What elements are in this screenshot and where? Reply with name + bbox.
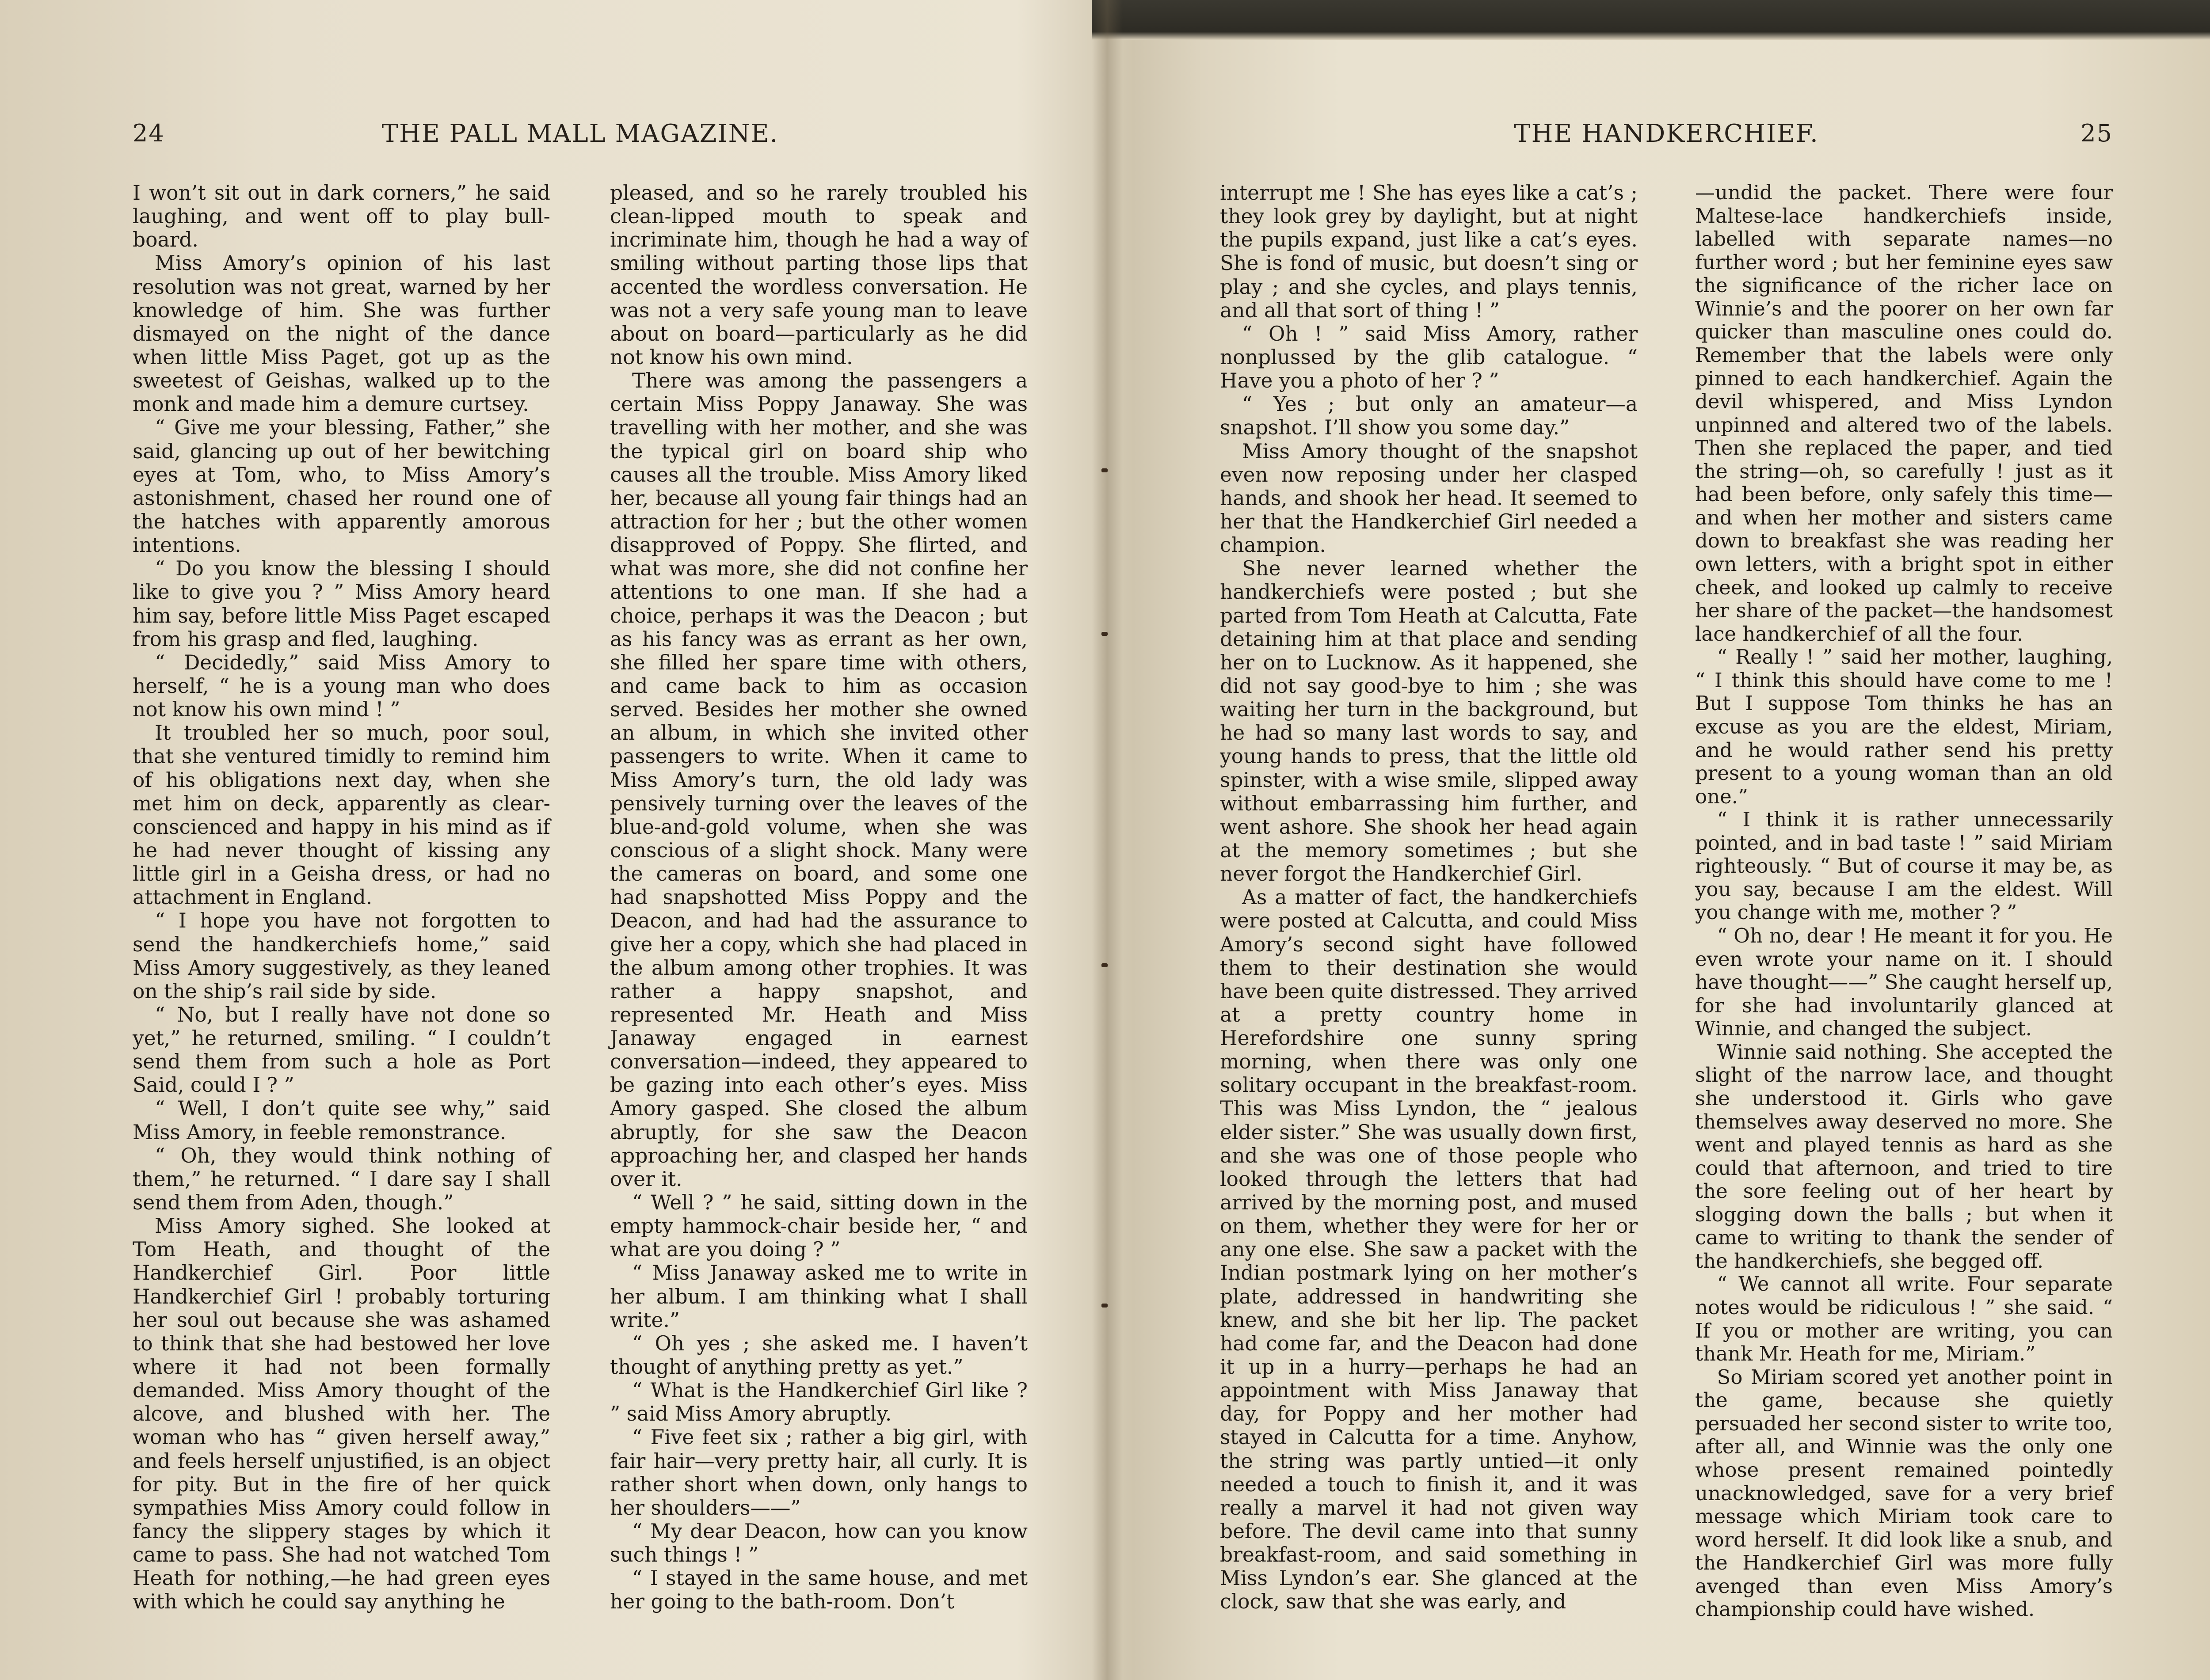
paragraph: “ Five feet six ; rather a big girl, with fair hair—very pretty hair, all curly. It is rather short when down, only hangs to her shoulders——”	[610, 1425, 1028, 1520]
paragraph: Winnie said nothing. She accepted the slight of the narrow lace, and thought she understood it. Girls who gave themselves away deserved no more. She went and played tennis as hard as she could that afternoon, and tried to tire the sore feeling out of her heart by slogging down the balls ; but when it came to writing to thank the sender of the handkerchiefs, she begged off.	[1695, 1040, 2113, 1273]
page-number: 25	[2080, 119, 2113, 147]
paragraph: interrupt me ! She has eyes like a cat’s ; they look grey by daylight, but at night the pupils expand, just like a cat’s eyes. She is fond of music, but doesn’t sing or play ; and she cycles, and plays tennis, and all that sort of thing ! ”	[1220, 181, 1638, 322]
paragraph: “ Miss Janaway asked me to write in her album. I am thinking what I shall write.”	[610, 1261, 1028, 1332]
paragraph: Miss Amory’s opinion of his last resolution was not great, warned by her knowledge of him. She was further dismayed on the night of the dance when little Miss Paget, got up as the sweetest of Geishas, walked up to the monk and made him a demure curtsey.	[133, 251, 550, 416]
paragraph: “ Really ! ” said her mother, laughing, “ I think this should have come to me ! But I suppose Tom thinks he has an excuse as you are the eldest, Miriam, and he would rather send his pretty present to a young woman than an old one.”	[1695, 645, 2113, 808]
paragraph: “ Yes ; but only an amateur—a snapshot. I’ll show you some day.”	[1220, 392, 1638, 440]
paragraph: “ I stayed in the same house, and met her going to the bath-room. Don’t	[610, 1566, 1028, 1614]
paragraph: “ Do you know the blessing I should like to give you ? ” Miss Amory heard him say, before little Miss Paget escaped from his grasp and fled, laughing.	[133, 557, 550, 651]
book-cover-edge	[1092, 0, 2210, 40]
paragraph: It troubled her so much, poor soul, that she ventured timidly to remind him of his obligations next day, when she met him on deck, apparently as clear-conscienced and happy in his mind as if he had never thought of kissing any little girl in a Geisha dress, or had no attachment in England.	[133, 721, 550, 909]
text-column-left	[1220, 181, 1638, 1614]
paragraph: So Miriam scored yet another point in the game, because she quietly persuaded her second sister to write too, after all, and Winnie was the only one whose present remained pointedly unacknowledged, save for a very brief message which Miriam took care to word herself. It did look like a snub, and the Handkerchief Girl was more fully avenged than even Miss Amory’s championship could have wished.	[1695, 1365, 2113, 1621]
paragraph: “ No, but I really have not done so yet,” he returned, smiling. “ I couldn’t send them from such a hole as Port Said, could I ? ”	[133, 1003, 550, 1097]
paragraph: “ What is the Handkerchief Girl like ? ” said Miss Amory abruptly.	[610, 1379, 1028, 1426]
paragraph: “ I think it is rather unnecessarily pointed, and in bad taste ! ” said Miriam righteously. “ But of course it may be, as you say, because I am the eldest. Will you change with me, mother ? ”	[1695, 808, 2113, 924]
text-column-right	[610, 181, 1028, 1614]
left-page-header	[133, 119, 1028, 168]
right-page-header	[1220, 119, 2113, 168]
paragraph: I won’t sit out in dark corners,” he said laughing, and went off to play bull-board.	[133, 181, 550, 252]
paragraph: “ My dear Deacon, how can you know such things ! ”	[610, 1520, 1028, 1567]
binding-stitch	[1101, 1304, 1108, 1308]
paragraph: pleased, and so he rarely troubled his clean-lipped mouth to speak and incriminate him, though he had a way of smiling without parting those lips that accented the wordless conversation. He was not a very safe young man to leave about on board—particularly as he did not know his own mind.	[610, 181, 1028, 369]
paragraph: She never learned whether the handkerchiefs were posted ; but she parted from Tom Heath at Calcutta, Fate detaining him at that place and sending her on to Lucknow. As it happened, she did not say good-bye to him ; she was waiting her turn in the background, but he had so many last words to say, and young hands to press, that the little old spinster, with a wise smile, slipped away without embarrassing him further, and went ashore. She shook her head again at the memory sometimes ; but she never forgot the Handkerchief Girl.	[1220, 557, 1638, 886]
right-page	[1220, 119, 2113, 1657]
paragraph: “ We cannot all write. Four separate notes would be ridiculous ! ” she said. “ If you or mother are writing, you can thank Mr. Heath for me, Miriam.”	[1695, 1272, 2113, 1366]
paragraph: “ Oh no, dear ! He meant it for you. He even wrote your name on it. I should have thought——” She caught herself up, for she had involuntarily glanced at Winnie, and changed the subject.	[1695, 924, 2113, 1041]
binding-stitch	[1101, 632, 1108, 636]
book-gutter	[1092, 0, 1123, 1680]
paragraph: Miss Amory thought of the snapshot even now reposing under her clasped hands, and shook her head. It seemed to her that the Handkerchief Girl needed a champion.	[1220, 439, 1638, 557]
running-title: THE HANDKERCHIEF.	[1514, 119, 1819, 148]
paragraph: Miss Amory sighed. She looked at Tom Heath, and thought of the Handkerchief Girl. Poor little Handkerchief Girl ! probably torturing her soul out because she was ashamed to think that she had bestowed her love where it had not been formally demanded. Miss Amory thought of the alcove, and blushed with her. The woman who has “ given herself away,” and feels herself unjustified, is an object for pity. But in the fire of her quick sympathies Miss Amory could follow in fancy the slippery stages by which it came to pass. She had not watched Tom Heath for nothing,—he had green eyes with which he could say anything he	[133, 1214, 550, 1614]
paragraph: “ Oh ! ” said Miss Amory, rather nonplussed by the glib catalogue. “ Have you a photo of her ? ”	[1220, 322, 1638, 393]
running-title: THE PALL MALL MAGAZINE.	[381, 119, 779, 148]
paragraph: “ I hope you have not forgotten to send the handkerchiefs home,” said Miss Amory suggestively, as they leaned on the ship’s rail side by side.	[133, 909, 550, 1003]
binding-stitch	[1101, 468, 1108, 472]
paragraph: There was among the passengers a certain Miss Poppy Janaway. She was travelling with her mother, and she was the typical girl on board ship who causes all the trouble. Miss Amory liked her, because all young fair things had an attraction for her ; but the other women disapproved of Poppy. She flirted, and what was more, she did not confine her attentions to one man. If she had a choice, perhaps it was the Deacon ; but as his fancy was as errant as her own, she filled her spare time with others, and came back to him as occasion served. Besides her mother she owned an album, in which she invited other passengers to write. When it came to Miss Amory’s turn, the old lady was pensively turning over the leaves of the blue-and-gold volume, when she was conscious of a slight shock. Many were the cameras on board, and some one had snapshotted Miss Poppy and the Deacon, and had had the assurance to give her a copy, which she had placed in the album among other trophies. It was rather a happy snapshot, and represented Mr. Heath and Miss Janaway engaged in earnest conversation—indeed, they appeared to be gazing into each other’s eyes. Miss Amory gasped. She closed the album abruptly, for she saw the Deacon approaching her, and clasped her hands over it.	[610, 369, 1028, 1191]
paragraph: “ Well ? ” he said, sitting down in the empty hammock-chair beside her, “ and what are you doing ? ”	[610, 1191, 1028, 1262]
paragraph: “ Oh, they would think nothing of them,” he returned. “ I dare say I shall send them from Aden, though.”	[133, 1144, 550, 1215]
text-column-right	[1695, 181, 2113, 1621]
paragraph: As a matter of fact, the handkerchiefs were posted at Calcutta, and could Miss Amory’s second sight have followed them to their destination she would have been quite distressed. They arrived at a pretty country home in Herefordshire one sunny spring morning, when there was only one solitary occupant in the breakfast-room. This was Miss Lyndon, the “ jealous elder sister.” She was usually down first, and she was one of those people who looked through the letters that had arrived by the morning post, and mused on them, whether they were for her or any one else. She saw a packet with the Indian postmark lying on her mother’s plate, addressed in handwriting she knew, and she bit her lip. The packet had come far, and the Deacon had done it up in a hurry—perhaps he had an appointment with Miss Janaway that day, for Poppy and her mother had stayed in Calcutta for a time. Anyhow, the string was partly untied—it only needed a touch to finish it, and it was really a marvel it had not given way before. The devil came into that sunny breakfast-room, and said something in Miss Lyndon’s ear. She glanced at the clock, saw that she was early, and	[1220, 886, 1638, 1614]
paragraph: “ Well, I don’t quite see why,” said Miss Amory, in feeble remonstrance.	[133, 1097, 550, 1144]
paragraph: —undid the packet. There were four Maltese-lace handkerchiefs inside, labelled with separate names—no further word ; but her feminine eyes saw the significance of the richer lace on Winnie’s and the poorer on her own far quicker than masculine ones could do. Remember that the labels were only pinned to each handkerchief. Again the devil whispered, and Miss Lyndon unpinned and altered two of the labels. Then she replaced the paper, and tied the string—oh, so carefully ! just as it had been before, only safely this time—and when her mother and sisters came down to breakfast she was reading her own letters, with a bright spot in either cheek, and looked up calmly to receive her share of the packet—the handsomest lace handkerchief of all the four.	[1695, 181, 2113, 646]
paragraph: “ Decidedly,” said Miss Amory to herself, “ he is a young man who does not know his own mind ! ”	[133, 650, 550, 722]
page-number: 24	[133, 119, 165, 147]
paragraph: “ Give me your blessing, Father,” she said, glancing up out of her bewitching eyes at Tom, who, to Miss Amory’s astonishment, chased her round one of the hatches with apparently amorous intentions.	[133, 416, 550, 557]
text-column-left	[133, 181, 550, 1614]
left-page	[133, 119, 1028, 1657]
binding-stitch	[1101, 963, 1108, 967]
paragraph: “ Oh yes ; she asked me. I haven’t thought of anything pretty as yet.”	[610, 1331, 1028, 1379]
